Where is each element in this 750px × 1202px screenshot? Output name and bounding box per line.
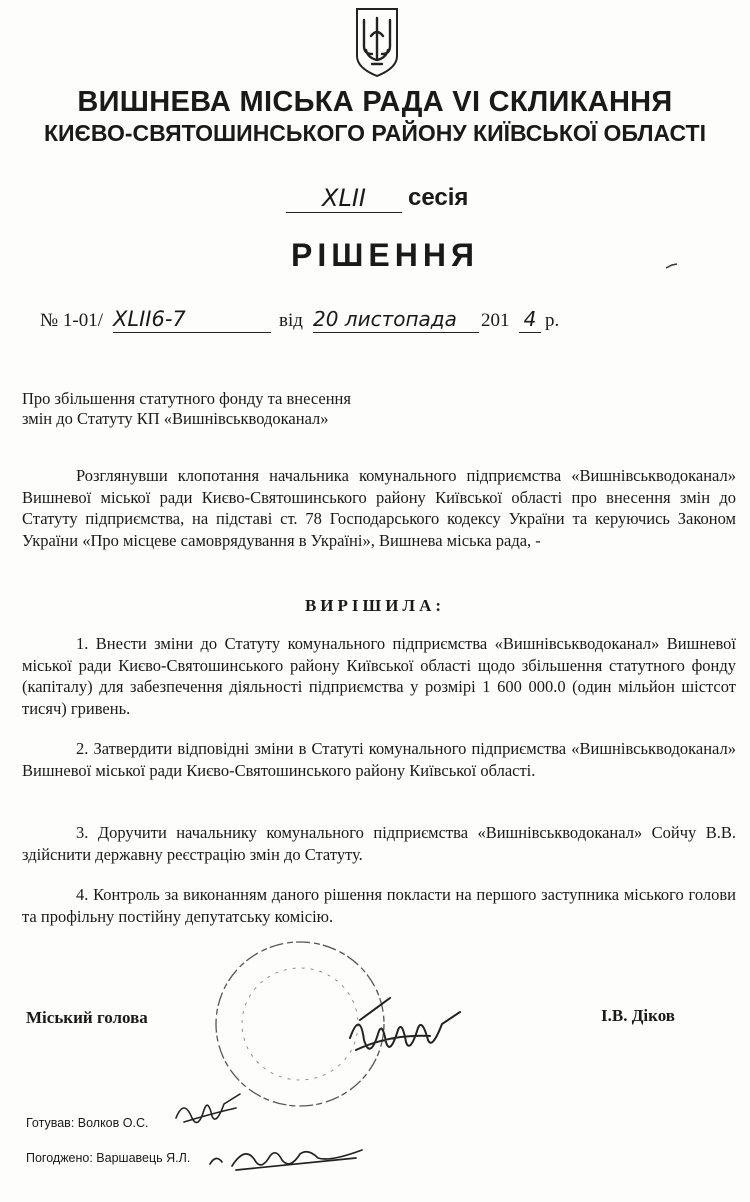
decision-number-prefix: № 1-01/ — [40, 310, 103, 331]
date-word: від — [279, 310, 303, 331]
agreed-by: Погоджено: Варшавець Я.Л. — [26, 1151, 191, 1165]
prepared-signature — [170, 1088, 250, 1132]
year-prefix: 201 — [481, 310, 510, 331]
decision-date: 20 листопада — [313, 306, 479, 333]
subject-line-2: змін до Статуту КП «Вишнівськводоканал» — [22, 409, 329, 428]
council-heading: ВИШНЕВА МІСЬКА РАДА VI СКЛИКАННЯ — [77, 86, 673, 118]
mayor-name: І.В. Діков — [601, 1006, 675, 1025]
decision-item-3: 3. Доручити начальнику комунального підприємства «Вишнівськводоканал» Сойчу В.В. здійснити державну реєстрацію змін до Статуту. — [22, 823, 736, 864]
session-label: сесія — [408, 184, 469, 211]
trident-icon — [354, 6, 400, 78]
district-heading: КИЄВО-СВЯТОШИНСЬКОГО РАЙОНУ КИЇВСЬКОЇ ОБЛАСТІ — [43, 120, 706, 146]
mayor-label: Міський голова — [26, 1008, 148, 1027]
session-number: XLII — [286, 184, 402, 213]
year-suffix: р. — [545, 310, 560, 331]
decided-heading: ВИРІШИЛА: — [304, 596, 446, 615]
prepared-by: Готував: Волков О.С. — [26, 1116, 149, 1130]
document-title: РІШЕННЯ — [291, 237, 479, 273]
decision-item-4: 4. Контроль за виконанням даного рішення покласти на першого заступника міського голови та профільну постійну депутатську комісію. — [22, 885, 736, 926]
year-digit: 4 — [519, 306, 541, 333]
decision-item-2: 2. Затвердити відповідні зміни в Статуті комунального підприємства «Вишнівськводоканал» Вишневої міської ради Києво-Святошинського району Київської області. — [22, 739, 736, 780]
subject-block — [22, 389, 351, 429]
intro-paragraph: Розглянувши клопотання начальника комунального підприємства «Вишнівськводоканал» Вишневої міської ради Києво-Святошинського району Київської області про внесення змін до Статуту підприємства, на підставі ст. 78 Господарського кодексу України та керуючись Законом України «Про місцеве самоврядування в Україні», Вишнева міська рада, - — [22, 466, 736, 550]
scan-speck — [664, 262, 680, 270]
decision-item-1: 1. Внести зміни до Статуту комунального підприємства «Вишнівськводоканал» Вишневої міської ради Києво-Святошинського району Київської області щодо збільшення статутного фонду (капіталу) для забезпечення діяльності підприємства у розмірі 1 600 000.0 (один мільйон шістсот тисяч) гривень. — [22, 634, 736, 718]
agreed-signature — [206, 1140, 366, 1174]
decision-number: XLII6-7 — [113, 306, 271, 333]
mayor-signature — [320, 990, 470, 1070]
subject-line-1: Про збільшення статутного фонду та внесення — [22, 389, 351, 408]
